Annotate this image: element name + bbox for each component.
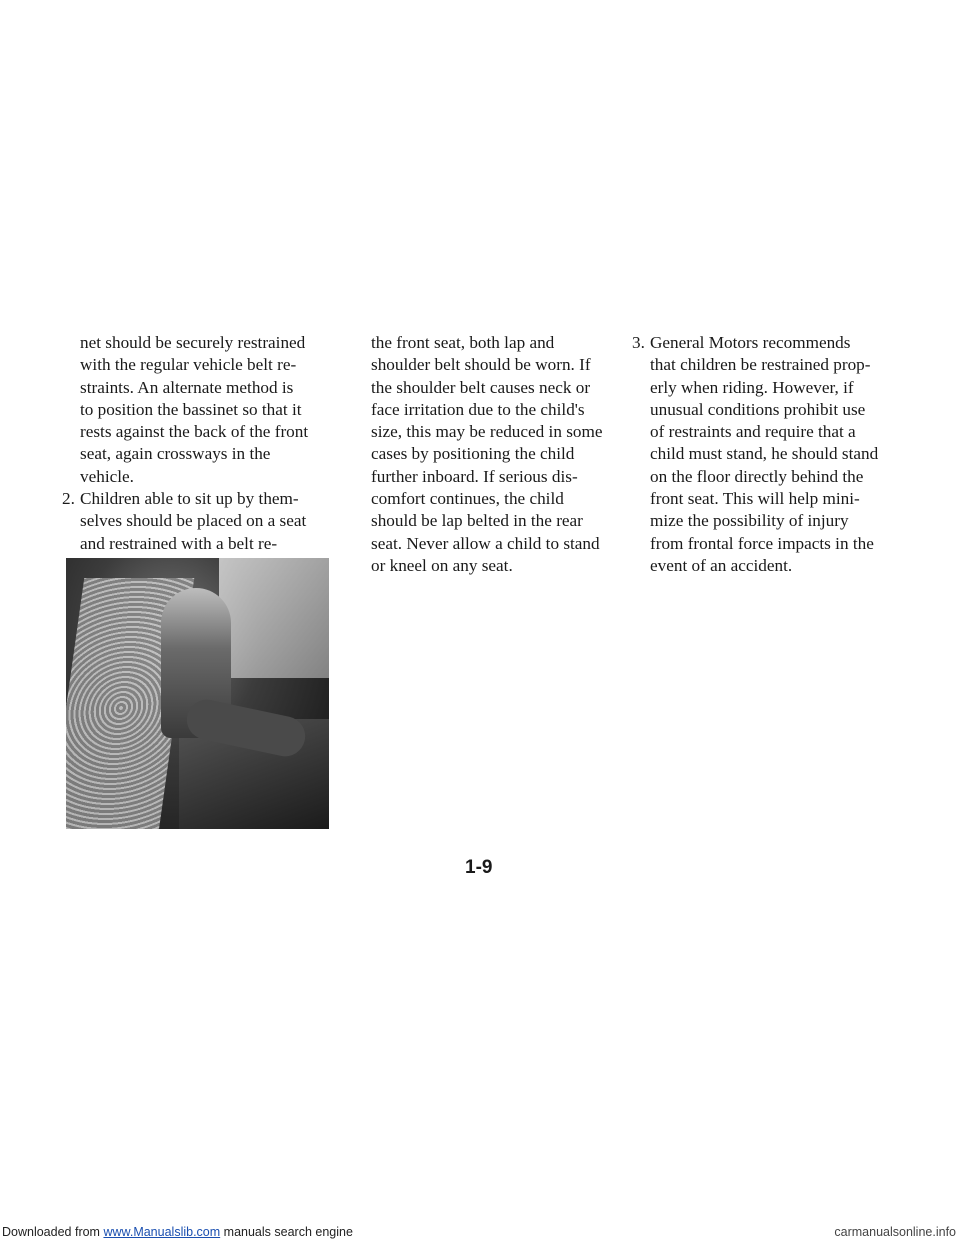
list-number: 2. xyxy=(62,489,75,509)
footer xyxy=(0,1223,960,1242)
text-line: the shoulder belt causes neck or xyxy=(371,377,591,397)
text-line: event of an accident. xyxy=(650,555,793,575)
footer-watermark: carmanualsonline.info xyxy=(834,1225,956,1239)
list-item-3 xyxy=(632,332,922,354)
text-line: seat. Never allow a child to stand xyxy=(371,533,600,553)
text-line: shoulder belt should be worn. If xyxy=(371,355,591,375)
text-line: with the regular vehicle belt re- xyxy=(80,355,297,375)
footer-source xyxy=(2,1223,353,1242)
text-line: selves should be placed on a seat xyxy=(80,511,307,531)
text-line: erly when riding. However, if xyxy=(650,377,854,397)
text-line: further inboard. If serious dis- xyxy=(371,466,578,486)
text-line: of restraints and require that a xyxy=(650,422,856,442)
text-line: General Motors recommends xyxy=(650,333,851,352)
text-line: unusual conditions prohibit use xyxy=(650,399,866,419)
text-line: seat, again crossways in the xyxy=(80,444,271,464)
text-line: vehicle. xyxy=(80,466,134,486)
text-line: on the floor directly behind the xyxy=(650,466,864,486)
right-column xyxy=(632,332,922,577)
child-in-seat-photo xyxy=(66,558,329,829)
footer-suffix: manuals search engine xyxy=(223,1225,353,1239)
text-line: face irritation due to the child's xyxy=(371,399,585,419)
photo-door-shape xyxy=(219,558,329,678)
text-line: that children be restrained prop- xyxy=(650,355,871,375)
page-number: 1-9 xyxy=(465,857,493,878)
text-line: cases by positioning the child xyxy=(371,444,575,464)
text-line: and restrained with a belt re- xyxy=(80,533,278,553)
text-line: should be lap belted in the rear xyxy=(371,511,583,531)
middle-column xyxy=(371,332,641,577)
manualslib-link[interactable]: www.Manualslib.com xyxy=(103,1225,221,1239)
text-line: to position the bassinet so that it xyxy=(80,399,302,419)
text-line: from frontal force impacts in the xyxy=(650,533,874,553)
footer-prefix: Downloaded from xyxy=(2,1225,100,1239)
text-line: mize the possibility of injury xyxy=(650,511,849,531)
list-number: 3. xyxy=(632,333,645,352)
text-line: straints. An alternate method is xyxy=(80,377,294,397)
text-line: the front seat, both lap and xyxy=(371,333,555,352)
list-item-2 xyxy=(62,488,342,510)
text-line: net should be securely restrained xyxy=(80,333,306,352)
text-line: size, this may be reduced in some xyxy=(371,422,603,442)
text-line: rests against the back of the front xyxy=(80,422,309,442)
text-line: child must stand, he should stand xyxy=(650,444,879,464)
text-line: comfort continues, the child xyxy=(371,489,564,509)
text-line: front seat. This will help mini- xyxy=(650,489,860,509)
left-column xyxy=(62,332,342,577)
text-line: or kneel on any seat. xyxy=(371,555,513,575)
text-line: Children able to sit up by them- xyxy=(80,489,299,509)
